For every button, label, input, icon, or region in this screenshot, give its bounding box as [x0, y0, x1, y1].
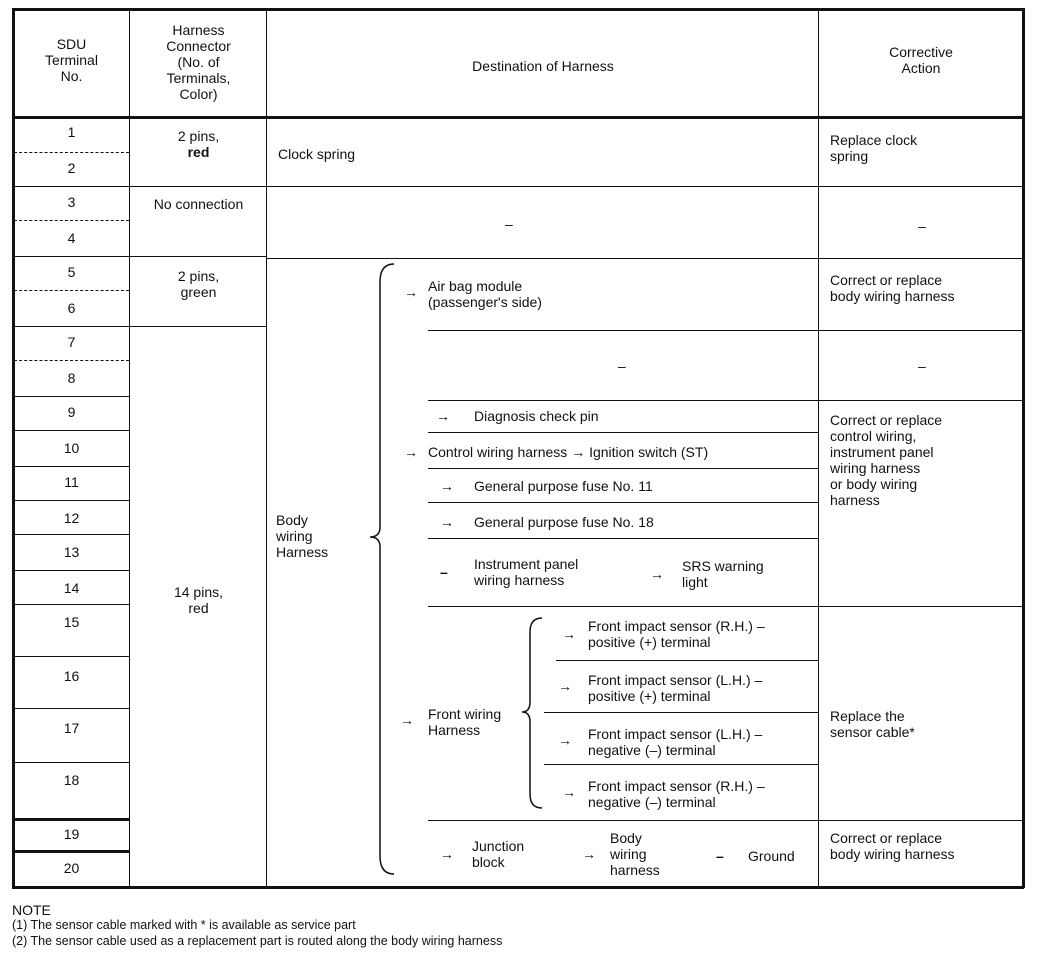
- row-line: [14, 290, 129, 291]
- arrow-icon: →: [440, 478, 454, 494]
- header-sdu: SDU Terminal No.: [45, 36, 98, 84]
- dest-line: [428, 330, 1022, 331]
- col-sep-3: [818, 8, 819, 888]
- row-line: [14, 534, 129, 535]
- arrow-icon: →: [582, 846, 596, 862]
- dest-ground: Ground: [748, 848, 795, 864]
- row-line: [14, 220, 129, 221]
- dest-line: [428, 502, 818, 503]
- terminal-no: 20: [63, 860, 80, 876]
- action-body-wiring-1: Correct or replace body wiring harness: [830, 272, 955, 304]
- dest-no-connection-dash: –: [505, 216, 513, 232]
- arrow-icon: →: [436, 408, 450, 424]
- row-line: [14, 570, 129, 571]
- header-bottom: [12, 116, 1024, 119]
- dest-line: [544, 712, 818, 713]
- body-harness-brace: [368, 262, 398, 876]
- dest-line: [428, 606, 1022, 607]
- row-line: [14, 604, 129, 605]
- terminal-no: 5: [67, 264, 76, 280]
- dest-line: [428, 400, 1022, 401]
- arrow-icon: →: [404, 284, 418, 300]
- arrow-icon: →: [562, 784, 576, 800]
- dest-line: [428, 468, 818, 469]
- connector-2: No connection: [153, 196, 244, 212]
- row-line: [14, 818, 129, 821]
- terminal-no: 14: [63, 580, 80, 596]
- note-title: NOTE: [12, 902, 51, 918]
- row-line: [14, 708, 129, 709]
- row-line: [266, 258, 1022, 259]
- dest-dash-2: –: [618, 358, 626, 374]
- dest-front-wiring-harness: Front wiring Harness: [428, 706, 502, 738]
- arrow-icon: →: [440, 846, 454, 862]
- terminal-no: 6: [67, 300, 76, 316]
- row-line: [14, 256, 266, 257]
- dest-line: [428, 538, 818, 539]
- terminal-no: 9: [67, 404, 76, 420]
- dest-sensor-rh-negative: Front impact sensor (R.H.) – negative (–) terminal: [588, 778, 765, 810]
- dest-body-wiring: Body wiring harness: [610, 830, 660, 878]
- dest-line: [544, 764, 818, 765]
- terminal-no: 10: [63, 440, 80, 456]
- terminal-no: 15: [63, 614, 80, 630]
- row-line: [14, 152, 129, 153]
- row-line: [14, 360, 129, 361]
- col-sep-1: [129, 8, 130, 888]
- dest-line: [556, 660, 818, 661]
- row-line: [14, 762, 129, 763]
- terminal-no: 12: [63, 510, 80, 526]
- dest-junction-block: Junction block: [472, 838, 525, 870]
- action-body-wiring-2: Correct or replace body wiring harness: [830, 830, 955, 862]
- arrow-icon: →: [558, 732, 572, 748]
- row-line: [14, 326, 266, 327]
- note-2: (2) The sensor cable used as a replacement part is routed along the body wiring harness: [12, 934, 503, 948]
- col-sep-2: [266, 8, 267, 888]
- arrow-icon: →: [571, 444, 586, 460]
- dest-body-wiring-harness: Body wiring Harness: [276, 512, 329, 560]
- terminal-no: 16: [63, 668, 80, 684]
- front-harness-brace: [520, 616, 546, 810]
- dest-fuse-11: General purpose fuse No. 11: [474, 478, 653, 494]
- connector-1: 2 pins, red: [177, 128, 220, 160]
- arrow-icon: →: [440, 514, 454, 530]
- arrow-icon: –: [716, 848, 724, 864]
- dest-line: [428, 432, 818, 433]
- arrow-icon: →: [650, 566, 664, 582]
- row-line: [14, 850, 129, 853]
- arrow-icon: →: [404, 444, 418, 460]
- header-destination: Destination of Harness: [472, 58, 614, 74]
- action-dash-2: –: [918, 358, 926, 374]
- terminal-no: 17: [63, 720, 80, 736]
- dest-diagnosis-check-pin: Diagnosis check pin: [474, 408, 599, 424]
- row-line: [14, 396, 129, 397]
- connector-3: 2 pins, green: [177, 268, 220, 300]
- terminal-no: 4: [67, 230, 76, 246]
- action-control-wiring: Correct or replace control wiring, instrument panel wiring harness or body wiring harness: [830, 412, 943, 508]
- header-connector: Harness Connector (No. of Terminals, Color): [166, 22, 231, 102]
- row-line: [14, 500, 129, 501]
- dest-line: [428, 820, 1022, 821]
- row-line: [14, 466, 129, 467]
- terminal-no: 2: [67, 160, 76, 176]
- table-bottom-border: [12, 886, 1024, 889]
- dest-control-wiring: Control wiring harness → Ignition switch (ST): [428, 444, 709, 460]
- action-replace-clock-spring: Replace clock spring: [830, 132, 918, 164]
- terminal-no: 8: [67, 370, 76, 386]
- action-replace-sensor-cable: Replace the sensor cable*: [830, 708, 915, 740]
- dest-srs-warning-light: SRS warning light: [682, 558, 764, 590]
- dest-airbag-module: Air bag module (passenger's side): [428, 278, 542, 310]
- dest-clock-spring: Clock spring: [278, 146, 356, 162]
- table-right-border: [1022, 8, 1025, 888]
- dest-sensor-lh-positive: Front impact sensor (L.H.) – positive (+) terminal: [588, 672, 763, 704]
- arrow-icon: →: [558, 678, 572, 694]
- dest-fuse-18: General purpose fuse No. 18: [474, 514, 654, 530]
- terminal-no: 11: [64, 474, 79, 490]
- terminal-no: 7: [67, 334, 76, 350]
- row-line: [14, 656, 129, 657]
- table-top-border: [12, 8, 1024, 11]
- row-line: [14, 186, 1022, 187]
- dest-instrument-panel: Instrument panel wiring harness: [474, 556, 579, 588]
- terminal-no: 1: [67, 124, 76, 140]
- header-action: Corrective Action: [889, 44, 953, 76]
- terminal-no: 3: [67, 194, 76, 210]
- dest-sensor-rh-positive: Front impact sensor (R.H.) – positive (+) terminal: [588, 618, 765, 650]
- dest-sensor-lh-negative: Front impact sensor (L.H.) – negative (–) terminal: [588, 726, 763, 758]
- note-1: (1) The sensor cable marked with * is available as service part: [12, 918, 356, 932]
- arrow-icon: →: [562, 626, 576, 642]
- action-dash-1: –: [918, 218, 926, 234]
- terminal-no: 18: [63, 772, 80, 788]
- arrow-icon: –: [440, 564, 448, 580]
- terminal-no: 19: [63, 826, 80, 842]
- connector-4: 14 pins, red: [173, 584, 224, 616]
- terminal-no: 13: [63, 544, 80, 560]
- arrow-icon: →: [400, 712, 414, 728]
- row-line: [14, 430, 129, 431]
